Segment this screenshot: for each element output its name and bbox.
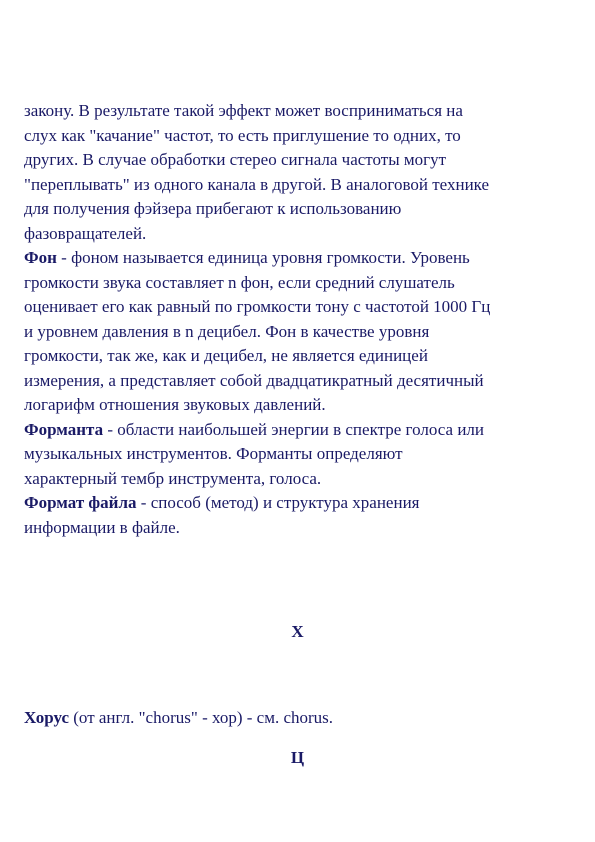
definition-formanta-line-2: музыкальных инструментов. Форманты определяют [24, 444, 403, 463]
definition-fon-line-6: измерения, а представляет собой двадцатикратный десятичный [24, 370, 484, 390]
continuation-line-5: для получения фэйзера прибегают к использованию [24, 199, 402, 218]
entry-horus [24, 706, 333, 730]
continuation-line-6: фазовращателей. [24, 223, 147, 243]
definition-formanta-start: - области наибольшей энергии в спектре голоса или [103, 419, 484, 439]
definition-fon-line-3: оценивает его как равный по громкости тону с частотой 1000 Гц [24, 297, 491, 316]
continuation-line-4: "переплывать" из одного канала в другой. В аналоговой технике [24, 174, 490, 194]
entry-format-faila [24, 491, 584, 516]
term-horus: Хорус [24, 708, 70, 727]
entry-formanta [24, 418, 584, 443]
term-fon: Фон [24, 248, 57, 267]
continuation-line-1: закону. В результате такой эффект может восприниматься на [24, 101, 463, 120]
definition-fon-start: - фоном называется единица уровня громкости. Уровень [56, 248, 470, 267]
section-heading-ts: Ц [290, 748, 305, 767]
entry-fon [24, 246, 584, 271]
continuation-line-3: других. В случае обработки стерео сигнала частоты могут [24, 150, 447, 169]
definition-format-faila-line-2: информации в файле. [24, 517, 180, 537]
definition-formanta-line-3: характерный тембр инструмента, голоса. [24, 468, 322, 488]
definition-fon-line-5: громкости, так же, как и децибел, не является единицей [24, 346, 428, 365]
continuation-line-2: слух как "качание" частот, то есть приглушение то одних, то [24, 125, 461, 145]
term-format-faila: Формат файла [24, 493, 137, 512]
section-heading-x: Х [291, 622, 304, 641]
definition-fon-line-2: громкости звука составляет n фон, если средний слушатель [24, 272, 455, 292]
definition-fon-line-4: и уровнем давления в n децибел. Фон в качестве уровня [24, 321, 430, 341]
definition-format-faila-start: - способ (метод) и структура хранения [136, 493, 420, 512]
definition-fon-line-7: логарифм отношения звуковых давлений. [24, 395, 326, 414]
glossary-text-block [24, 99, 584, 540]
definition-horus: (от англ. "chorus" - хор) - см. chorus. [69, 708, 334, 727]
term-formanta: Форманта [24, 419, 104, 439]
